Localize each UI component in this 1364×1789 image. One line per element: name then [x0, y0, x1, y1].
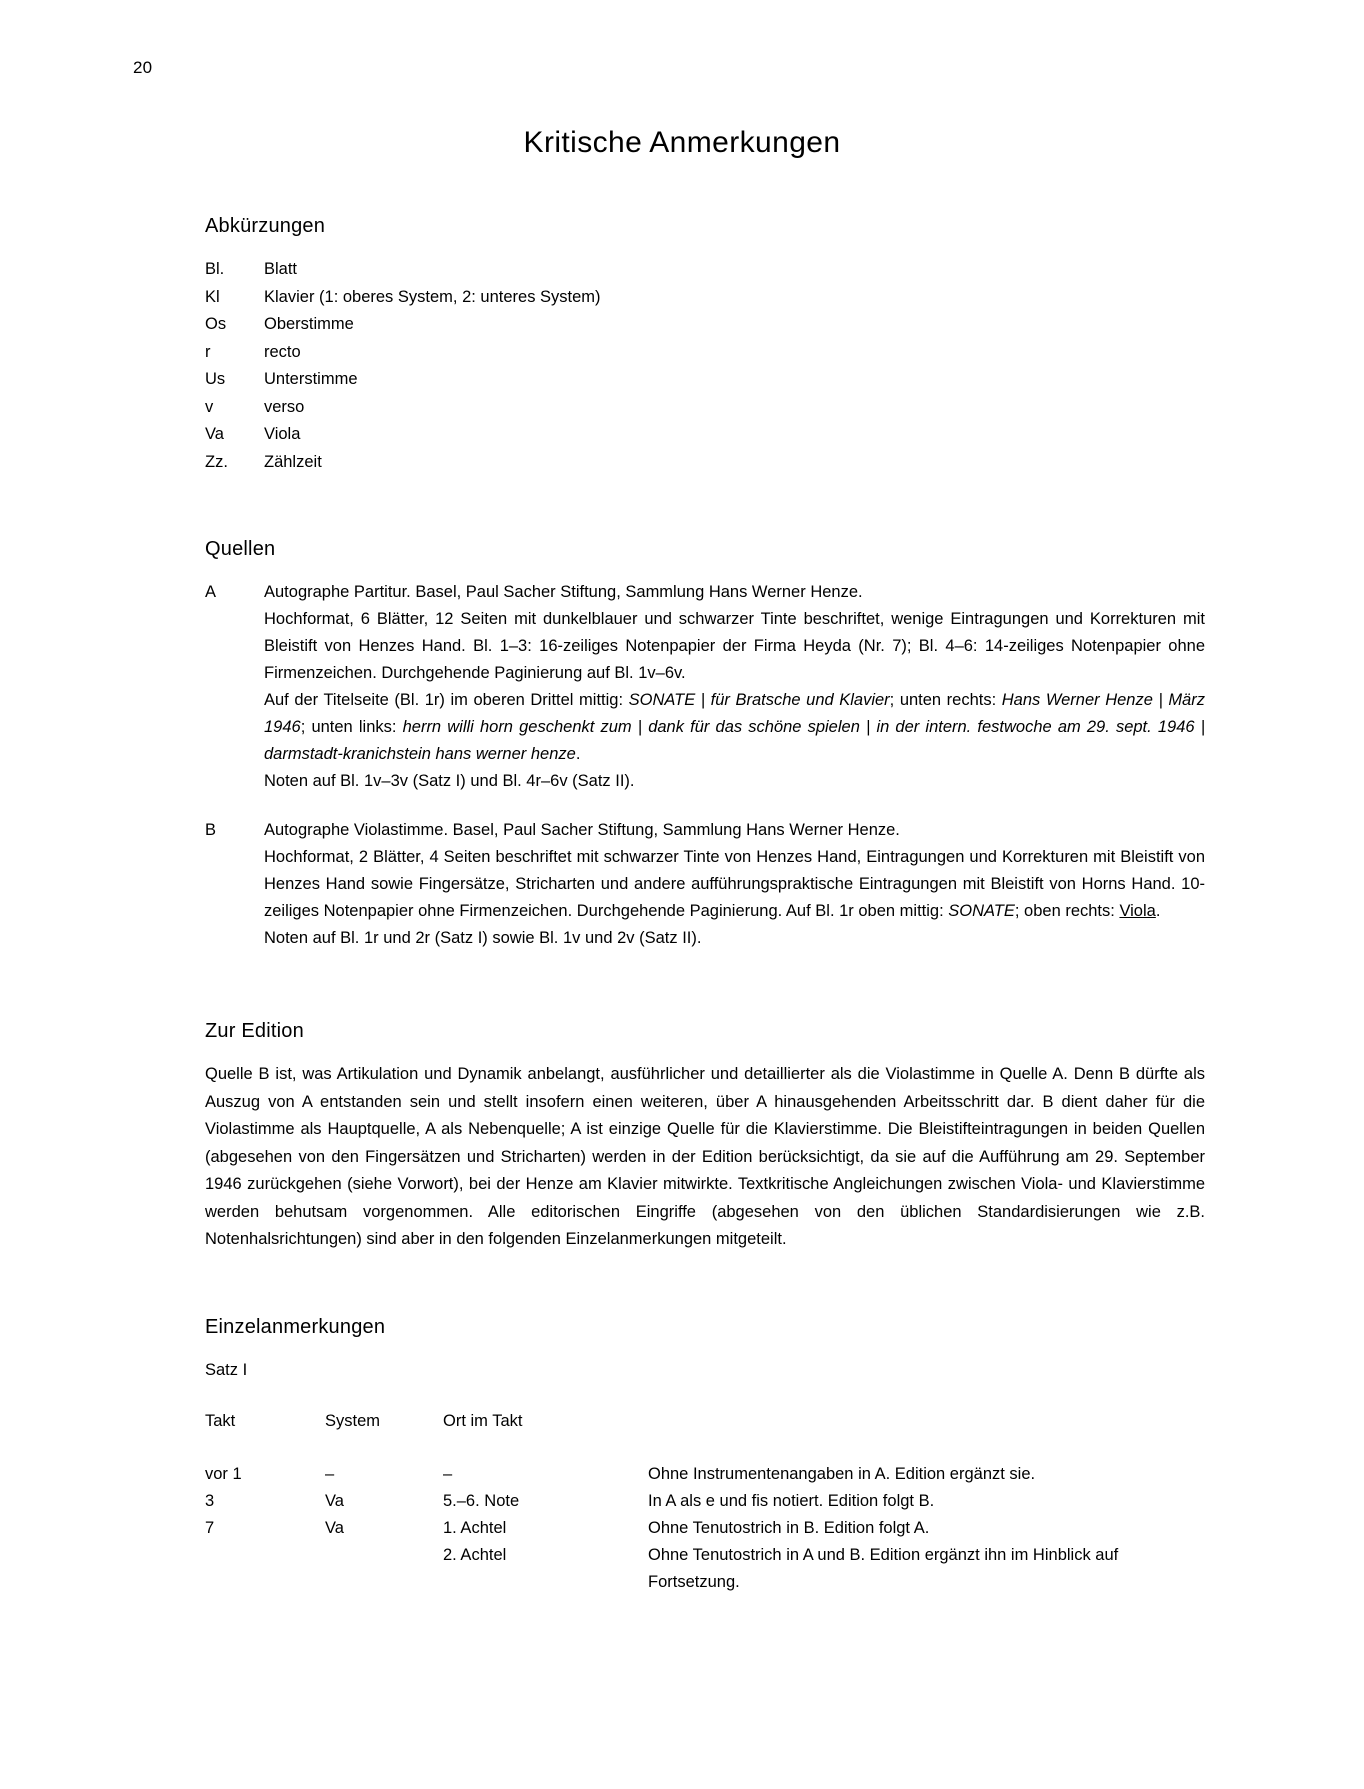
edition-text-block [205, 1061, 1205, 1254]
list-item [205, 449, 1205, 477]
cell-system: – [325, 1464, 335, 1483]
abbreviation-value: Unterstimme [264, 370, 358, 388]
cell-takt: 7 [205, 1518, 215, 1537]
cell-ort: 1. Achtel [443, 1518, 507, 1537]
source-sigla: B [205, 821, 217, 839]
list-item [205, 311, 1205, 339]
abbreviation-key: Os [205, 315, 227, 333]
page-title: Kritische Anmerkungen [523, 126, 841, 159]
column-header-remark [648, 1408, 1205, 1461]
table-header [205, 1408, 1205, 1461]
title-page-mid-2: ; unten links: [300, 718, 403, 736]
title-page-intro: Auf der Titelseite (Bl. 1r) im oberen Drittel mittig: [264, 691, 629, 709]
abbreviation-key: Kl [205, 287, 220, 306]
cell-system [325, 1542, 443, 1596]
list-item [205, 284, 1205, 312]
column-header-ort: Ort im Takt [443, 1411, 523, 1430]
abbreviation-key: Bl. [205, 260, 225, 278]
table-body [205, 1461, 1205, 1596]
abbreviation-value: verso [264, 397, 305, 416]
source-paragraph: Hochformat, 6 Blätter, 12 Seiten mit dunkelblauer und schwarzer Tinte beschriftet, wenige Eintragungen und Korrekturen mit Bleistift von Henzes Hand. Bl. 1–3: 16-zeiliges Notenpapier der Firma Heyda (Nr. 7); Bl. 4–6: 14-zeiliges Notenpapier ohne Firmenzeichen. Durchgehende Paginierung auf Bl. 1v–6v. [264, 610, 1205, 682]
list-item [205, 256, 1205, 284]
section-heading-edition: Zur Edition [205, 1020, 304, 1042]
dedication-text: herrn willi horn geschenkt zum | dank für das schöne spielen | in der intern. festwoche am 29. sept. 1946 | darmstadt-kranichstein hans werner henze [264, 718, 1205, 763]
source-paragraph: Autographe Partitur. Basel, Paul Sacher Stiftung, Sammlung Hans Werner Henze. [264, 583, 863, 601]
instrument-label: Viola [1119, 902, 1156, 920]
source-paragraph: Noten auf Bl. 1v–3v (Satz I) und Bl. 4r–6v (Satz II). [264, 772, 635, 790]
source-paragraph [264, 844, 1205, 925]
cell-system: Va [325, 1518, 344, 1537]
abbreviation-key: v [205, 397, 214, 416]
source-text-pre: Hochformat, 2 Blätter, 4 Seiten beschriftet mit schwarzer Tinte von Henzes Hand, Eintragungen und Korrekturen mit Bleistift von Henzes Hand sowie Fingersätze, Stricharten und andere aufführungspraktische Eintragungen mit Bleistift von Horns Hand. 10-zeiliges Notenpapier ohne Firmenzeichen. Durchgehende Paginierung. Auf Bl. 1r oben mittig: [264, 848, 1205, 920]
cell-remark: Ohne Tenutostrich in B. Edition folgt A. [648, 1518, 930, 1537]
abbreviation-list [205, 256, 1205, 476]
critical-notes-table [205, 1408, 1205, 1596]
cell-ort: – [443, 1464, 453, 1483]
source-entry-a [205, 579, 1205, 795]
abbreviation-key: Us [205, 370, 226, 388]
source-paragraph: Autographe Violastimme. Basel, Paul Sacher Stiftung, Sammlung Hans Werner Henze. [264, 821, 900, 839]
cell-takt [205, 1542, 325, 1596]
list-item [205, 421, 1205, 449]
source-paragraph: Noten auf Bl. 1r und 2r (Satz I) sowie Bl. 1v und 2v (Satz II). [264, 929, 702, 947]
list-item [205, 394, 1205, 422]
table-row [205, 1488, 1205, 1515]
column-header-takt: Takt [205, 1411, 236, 1430]
abbreviation-value: Klavier (1: oberes System, 2: unteres System) [264, 287, 601, 306]
list-item [205, 366, 1205, 394]
page-number: 20 [133, 58, 153, 77]
cell-ort: 2. Achtel [443, 1545, 507, 1564]
table-header-row [205, 1408, 1205, 1461]
cell-remark: Ohne Tenutostrich in A und B. Edition ergänzt ihn im Hinblick auf Fortsetzung. [648, 1545, 1119, 1591]
incipit-title: SONATE | für Bratsche und Klavier [628, 691, 890, 709]
signature-text: Hans Werner Henze | März 1946 [264, 691, 1205, 736]
section-heading-sources: Quellen [205, 538, 276, 560]
incipit-title: SONATE [948, 902, 1015, 920]
cell-remark: Ohne Instrumentenangaben in A. Edition ergänzt sie. [648, 1464, 1036, 1483]
abbreviation-key: Va [205, 425, 224, 443]
abbreviation-key: Zz. [205, 452, 228, 471]
abbreviation-key: r [205, 342, 211, 361]
section-heading-individual-notes: Einzelanmerkungen [205, 1315, 386, 1338]
page-content [205, 215, 1205, 1596]
source-paragraph [264, 687, 1205, 768]
movement-label: Satz I [205, 1360, 248, 1379]
abbreviation-value: Blatt [264, 260, 298, 278]
title-page-end: . [575, 745, 581, 763]
cell-remark: In A als e und fis notiert. Edition folgt B. [648, 1491, 935, 1510]
edition-paragraph: Quelle B ist, was Artikulation und Dynamik anbelangt, ausführlicher und detaillierter als die Violastimme in Quelle A. Denn B dürfte als Auszug von A entstanden sein und stellt insofern einen weiteren, über A hinausgehenden Arbeitsschritt dar. B dient daher für die Violastimme als Hauptquelle, A als Nebenquelle; A ist einzige Quelle für die Klavierstimme. Die Bleistifteintragungen in beiden Quellen (abgesehen von den Fingersätzen und Stricharten) werden in der Edition berücksichtigt, da sie auf die Aufführung am 29. September 1946 zurückgehen (siehe Vorwort), bei der Henze am Klavier mitwirkte. Textkritische Angleichungen zwischen Viola- und Klavierstimme werden behutsam vorgenommen. Alle editorischen Eingriffe (abgesehen von den üblichen Standardisierungen wie z.B. Notenhalsrichtungen) sind aber in den folgenden Einzelanmerkungen mitgeteilt. [205, 1065, 1205, 1248]
source-text-mid: ; oben rechts: [1014, 902, 1120, 920]
table-row [205, 1542, 1205, 1596]
cell-takt: vor 1 [205, 1464, 242, 1483]
source-entry-b [205, 817, 1205, 952]
cell-takt: 3 [205, 1491, 215, 1510]
source-description [264, 579, 1205, 795]
table-row [205, 1515, 1205, 1542]
cell-system: Va [325, 1491, 344, 1510]
abbreviation-value: Viola [264, 425, 301, 443]
source-sigla: A [205, 583, 217, 601]
abbreviation-value: recto [264, 342, 301, 361]
source-description [264, 817, 1205, 952]
table-row [205, 1461, 1205, 1488]
source-text-end: . [1155, 902, 1161, 920]
section-heading-abbreviations: Abkürzungen [205, 215, 326, 237]
column-header-system: System [325, 1411, 381, 1430]
abbreviation-value: Zählzeit [264, 452, 322, 471]
list-item [205, 339, 1205, 367]
cell-ort: 5.–6. Note [443, 1491, 520, 1510]
title-page-mid: ; unten rechts: [889, 691, 1002, 709]
abbreviation-value: Oberstimme [264, 315, 354, 333]
